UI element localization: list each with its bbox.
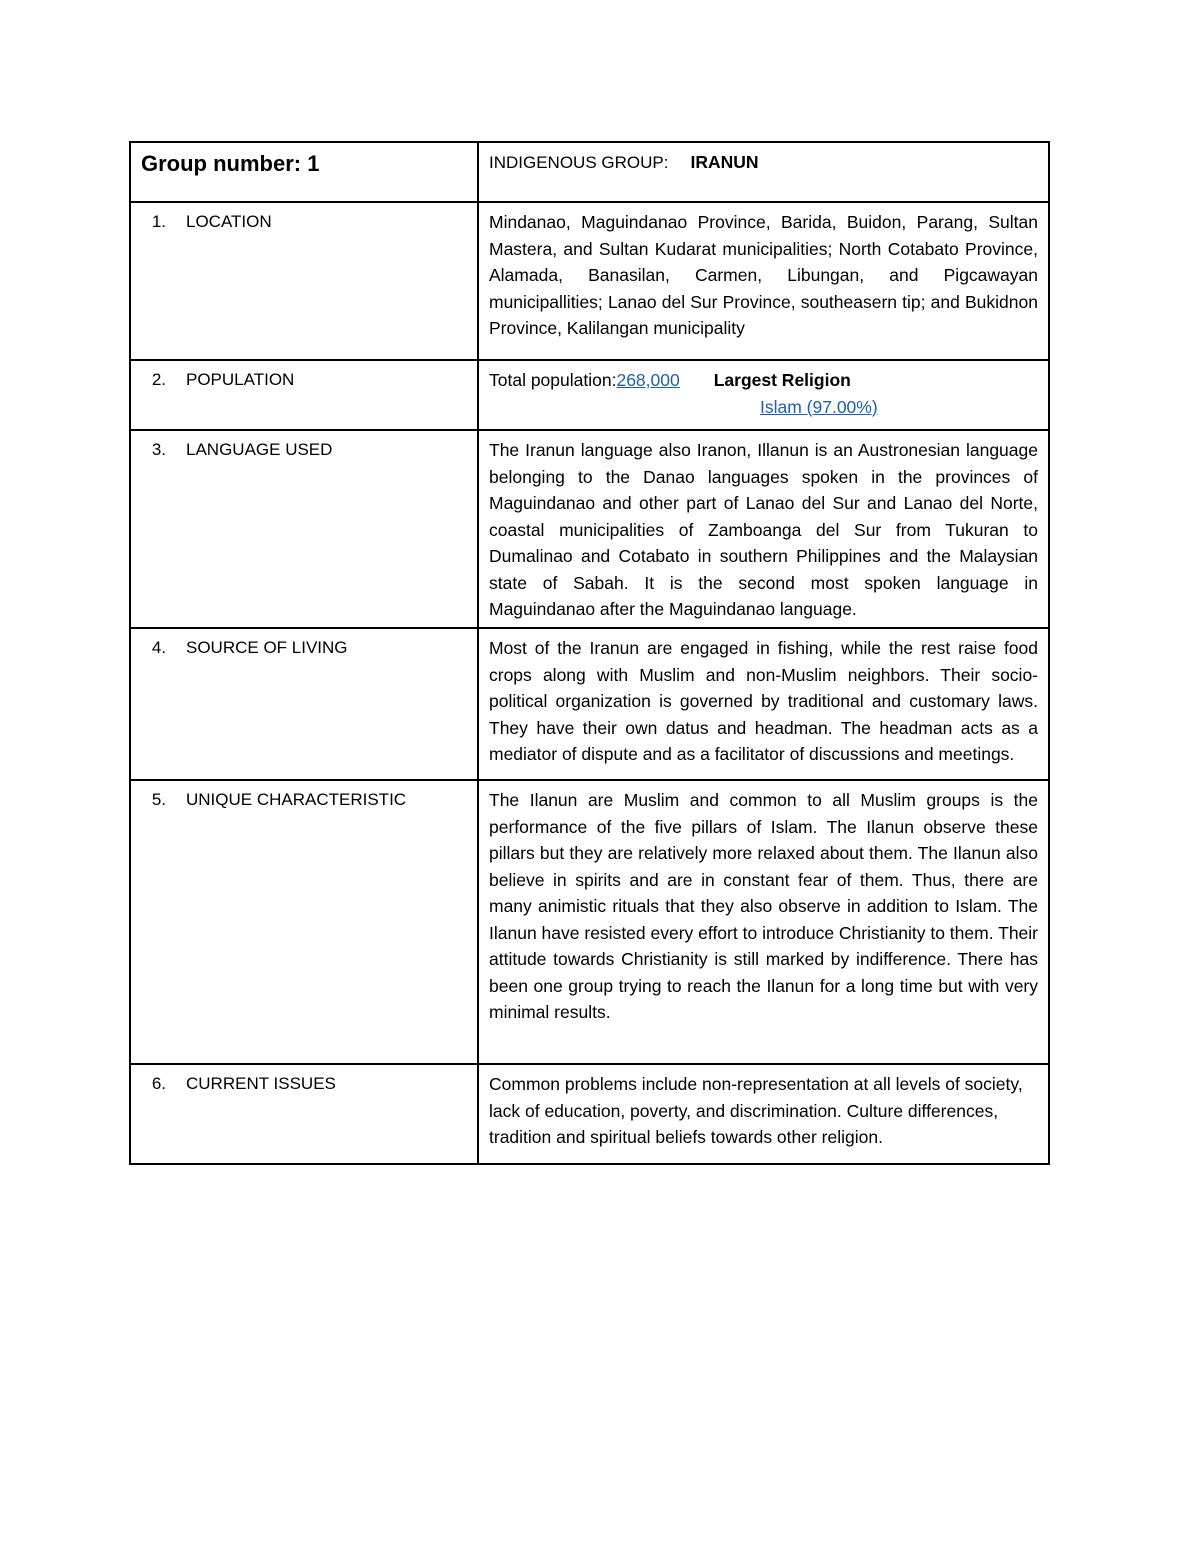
row-number: 4.: [151, 638, 166, 657]
row-label-cell: [130, 360, 478, 430]
row-number: 5.: [151, 790, 166, 809]
row-label: LANGUAGE USED: [186, 440, 333, 459]
row-label-cell: [130, 430, 478, 628]
total-population-link[interactable]: 268,000: [616, 370, 680, 390]
language-text: The Iranun language also Iranon, Illanun is an Austronesian language belonging to the Danao languages spoken in the provinces of Maguindanao and other part of Lanao del Sur and Lanao del Norte, coastal municipalities of Zamboanga del Sur from Tukuran to Dumalinao and Cotabato in southern Philippines and the Malaysian state of Sabah. It is the second most spoken language in Maguindanao after the Maguindanao language.: [478, 430, 1049, 628]
current-issues-text: Common problems include non-representation at all levels of society, lack of education, poverty, and discrimination. Culture differences, tradition and spiritual beliefs towards other religion.: [478, 1064, 1049, 1164]
largest-religion-link[interactable]: Islam (97.00%): [760, 396, 878, 417]
header-row: [130, 142, 1049, 202]
row-number: 1.: [151, 212, 166, 231]
row-label: UNIQUE CHARACTERISTIC: [186, 790, 407, 809]
group-number-label: Group number: 1: [141, 151, 320, 176]
row-number: 3.: [151, 440, 166, 459]
row-label: SOURCE OF LIVING: [186, 638, 348, 657]
row-label: CURRENT ISSUES: [186, 1074, 336, 1093]
table-row-source-of-living: [130, 628, 1049, 780]
unique-characteristic-text: The Ilanun are Muslim and common to all Muslim groups is the performance of the five pillars of Islam. The Ilanun observe these pillars but they are relatively more relaxed about them. The Ilanun also believe in spirits and are in constant fear of them. Thus, there are many animistic rituals that they also observe in addition to Islam. The Ilanun have resisted every effort to introduce Christianity to them. Their attitude towards Christianity is still marked by indifference. There has been one group trying to reach the Ilanun for a long time but with very minimal results.: [478, 780, 1049, 1064]
source-of-living-text: Most of the Iranun are engaged in fishing, while the rest raise food crops along with Muslim and non-Muslim neighbors. Their socio-political organization is governed by traditional and customary laws. They have their own datus and headman. The headman acts as a mediator of dispute and as a facilitator of discussions and meetings.: [478, 628, 1049, 780]
row-label-cell: [130, 780, 478, 1064]
row-label-cell: [130, 202, 478, 360]
location-text: Mindanao, Maguindanao Province, Barida, Buidon, Parang, Sultan Mastera, and Sultan Kudarat municipalities; North Cotabato Province, Alamada, Banasilan, Carmen, Libungan, and Pigcawayan municipallities; Lanao del Sur Province, southeasern tip; and Bukidnon Province, Kalilangan municipality: [478, 202, 1049, 360]
group-number-cell: [130, 142, 478, 202]
table-row-current-issues: [130, 1064, 1049, 1164]
largest-religion-label: Largest Religion: [713, 370, 851, 390]
row-number: 6.: [151, 1074, 166, 1093]
row-label: LOCATION: [186, 212, 272, 231]
row-number: 2.: [151, 370, 166, 389]
table-row-population: [130, 360, 1049, 430]
table-row-location: [130, 202, 1049, 360]
row-label: POPULATION: [186, 370, 295, 389]
table-row-language: [130, 430, 1049, 628]
table-row-unique-characteristic: [130, 780, 1049, 1064]
row-label-cell: [130, 628, 478, 780]
row-label-cell: [130, 1064, 478, 1164]
total-population-label: Total population:: [489, 370, 617, 390]
indigenous-group-cell: [478, 142, 1049, 202]
indigenous-group-label: INDIGENOUS GROUP:: [489, 153, 669, 172]
indigenous-group-table: [129, 141, 1050, 1165]
indigenous-group-value: IRANUN: [690, 152, 759, 172]
population-cell: [478, 360, 1049, 430]
